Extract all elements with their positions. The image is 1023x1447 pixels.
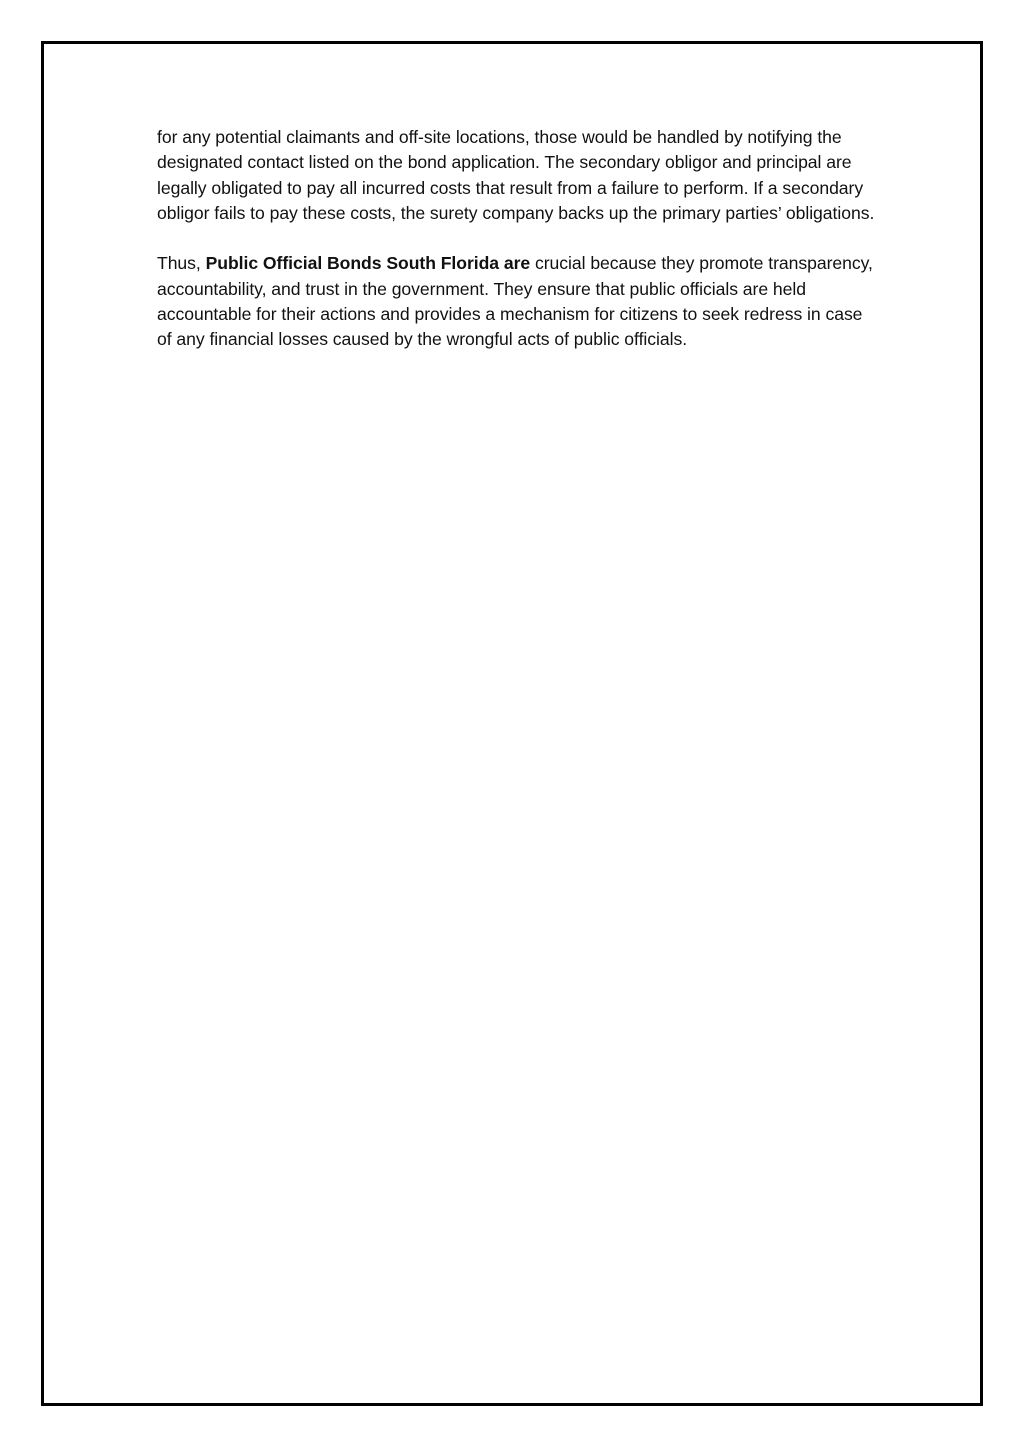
paragraph-2-suffix: crucial because they promote transparency, accountability, and trust in the government. They ensure that public officials are held accountable for their actions and provides a mechanism for citizens to seek redress in case of any financial losses caused by the wrongful acts of public officials.: [157, 253, 873, 350]
document-body: [157, 125, 877, 378]
paragraph-2-prefix: Thus,: [157, 253, 206, 274]
page-border: [41, 41, 983, 1406]
paragraph-2-bold-phrase: Public Official Bonds South Florida are: [205, 253, 531, 274]
paragraph-1: for any potential claimants and off-site locations, those would be handled by notifying the designated contact listed on the bond application. The secondary obligor and principal are legally obligated to pay all incurred costs that result from a failure to perform. If a secondary obligor fails to pay these costs, the surety company backs up the primary parties’ obligations.: [157, 127, 875, 223]
paragraph-2: [157, 251, 877, 352]
